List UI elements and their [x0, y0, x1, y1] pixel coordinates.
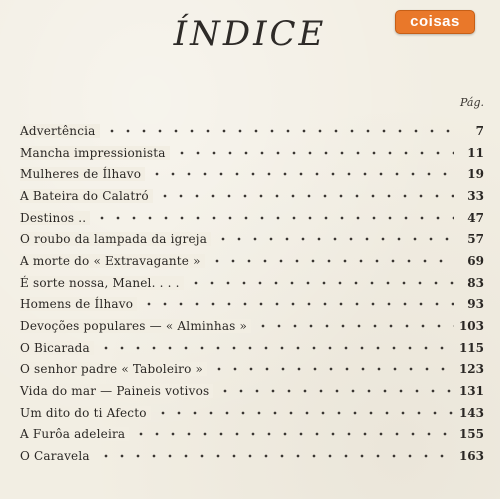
dot-leader [217, 385, 454, 397]
toc-entry-page: 163 [458, 449, 484, 464]
toc-entry-page: 143 [458, 405, 484, 420]
toc-entry [20, 402, 484, 424]
page-column-header: Pág. [459, 96, 484, 109]
toc-entry-page: 123 [458, 362, 484, 377]
toc-entry-title: A morte do « Extravagante » [20, 254, 205, 268]
toc-entry-page: 69 [467, 253, 484, 268]
toc-entry-title: Devoções populares — « Alminhas » [20, 319, 251, 333]
toc-entry-page: 115 [458, 340, 484, 355]
dot-leader [94, 212, 454, 224]
dot-leader [104, 125, 454, 137]
dot-leader [209, 255, 454, 267]
toc-entry-title: O Bicarada [20, 341, 94, 355]
toc-entry-title: O senhor padre « Taboleiro » [20, 362, 207, 376]
dot-leader [133, 428, 454, 440]
toc-entry-title: O Caravela [20, 449, 94, 463]
toc-entry-title: Advertência [20, 124, 100, 138]
toc-entry-title: Mulheres de Ílhavo [20, 167, 145, 181]
dot-leader [155, 407, 454, 419]
toc-entry-title: Mancha impressionista [20, 146, 170, 160]
toc-entry [20, 445, 484, 467]
toc-entry-page: 155 [458, 427, 484, 442]
dot-leader [141, 298, 454, 310]
toc-entry-page: 93 [467, 297, 484, 312]
watermark-logo: coisas [395, 10, 475, 34]
toc-entry [20, 272, 484, 294]
page-title: ÍNDICE [173, 14, 327, 54]
dot-leader [255, 320, 454, 332]
toc-entry-page: 11 [467, 145, 484, 160]
dot-leader [211, 363, 454, 375]
toc-entry [20, 359, 484, 381]
toc-entry-page: 19 [467, 167, 484, 182]
toc-entry [20, 380, 484, 402]
toc-entry [20, 142, 484, 164]
toc-entry [20, 185, 484, 207]
toc-entry [20, 163, 484, 185]
toc-entry [20, 294, 484, 316]
toc-entry-title: O roubo da lampada da igreja [20, 232, 211, 246]
toc-entry-page: 57 [467, 232, 484, 247]
dot-leader [98, 342, 454, 354]
toc-entry-page: 83 [467, 275, 484, 290]
toc-entry-title: Destinos .. [20, 211, 90, 225]
toc-entry [20, 207, 484, 229]
toc-entry-title: É sorte nossa, Manel. . . . [20, 276, 184, 290]
toc-entry-title: A Furôa adeleira [20, 427, 129, 441]
toc-entry-page: 7 [475, 123, 484, 138]
toc-entry-title: Vida do mar — Paineis votivos [20, 384, 213, 398]
toc-entry [20, 228, 484, 250]
toc-entry-page: 47 [467, 210, 484, 225]
toc-entry-page: 131 [458, 384, 484, 399]
toc-entry-title: Um dito do ti Afecto [20, 406, 151, 420]
toc-entry-title: A Bateira do Calatró [20, 189, 153, 203]
dot-leader [149, 168, 454, 180]
toc-entry [20, 250, 484, 272]
toc-entry [20, 315, 484, 337]
table-of-contents [20, 120, 484, 467]
dot-leader [157, 190, 454, 202]
dot-leader [188, 277, 454, 289]
dot-leader [174, 147, 454, 159]
toc-entry [20, 424, 484, 446]
toc-entry-page: 33 [467, 188, 484, 203]
toc-entry-title: Homens de Ílhavo [20, 297, 137, 311]
dot-leader [98, 450, 454, 462]
toc-entry-page: 103 [458, 319, 484, 334]
toc-entry [20, 337, 484, 359]
toc-entry [20, 120, 484, 142]
dot-leader [215, 233, 454, 245]
